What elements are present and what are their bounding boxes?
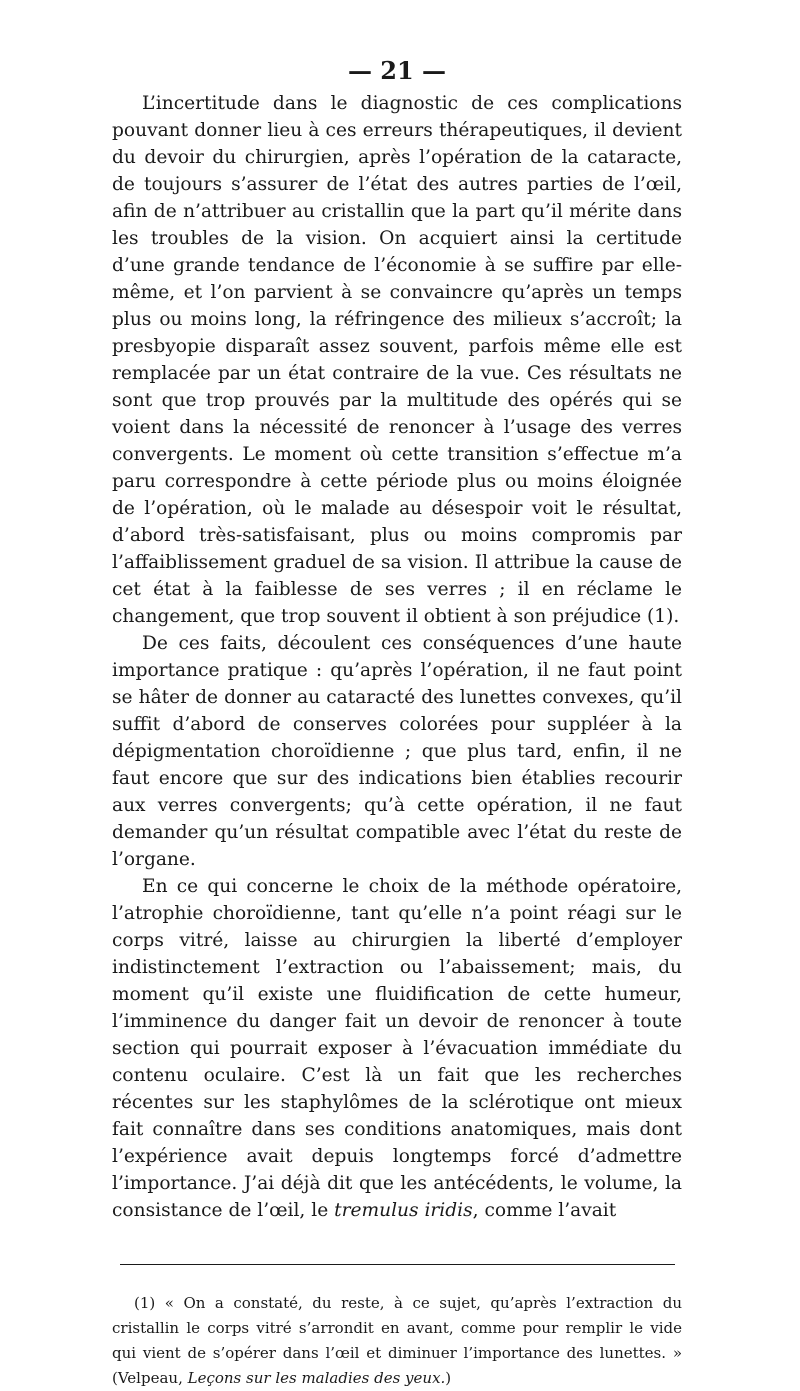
- footnote-divider: [120, 1264, 675, 1265]
- paragraph-3-text: En ce qui concerne le choix de la méthode opératoire, l’atrophie choroïdienne, tant qu’elle n’a point réagi sur le corps vitré, laisse au chirurgien la liberté d’employer indistinctement l’extraction ou l’abaissement; mais, du moment qu’il existe une fluidification de cette humeur, l’imminence du danger fait un devoir de renoncer à toute section qui pourrait exposer à l’évacuation immédiate du contenu oculaire. C’est là un fait que les recherches récentes sur les staphylômes de la sclérotique ont mieux fait connaître dans ses conditions anatomiques, mais dont l’expérience avait depuis longtemps forcé d’admettre l’importance. J’ai déjà dit que les antécédents, le volume, la consistance de l’œil, le: [112, 876, 682, 1221]
- latin-term: tremulus iridis: [334, 1200, 473, 1221]
- paragraph-1-text: L’incertitude dans le diagnostic de ces complications pouvant donner lieu à ces erreurs thérapeutiques, il devient du devoir du chirurgien, après l’opération de la cataracte, de toujours s’assurer de l’état des autres parties de l’œil, afin de n’attribuer au cristallin que la part qu’il mérite dans les troubles de la vision. On acquiert ainsi la certitude d’une grande tendance de l’économie à se suffire par elle-même, et l’on parvient à se convaincre qu’après un temps plus ou moins long, la réfringence des milieux s’accroît; la presbyopie disparaît assez souvent, parfois même elle est remplacée par un état contraire de la vue. Ces résultats ne sont que trop prouvés par la multitude des opérés qui se voient dans la nécessité de renoncer à l’usage des verres convergents. Le moment où cette transition s’effectue m’a paru correspondre à cette période plus ou moins éloignée de l’opération, où le malade au désespoir voit le résultat, d’abord très-satisfaisant, plus ou moins compromis par l’affaiblissement graduel de sa vision. Il attribue la cause de cet état à la faiblesse de ses verres ; il en réclame le changement, que trop souvent il obtient à son préjudice: [112, 93, 682, 627]
- body-text: [112, 90, 682, 1224]
- paragraph-2: [112, 630, 682, 873]
- footnote: [112, 1291, 682, 1391]
- footnote-marker: (1): [134, 1294, 156, 1312]
- paragraph-3-end: , comme l’avait: [472, 1200, 617, 1221]
- footnote-citation-title: Leçons sur les maladies des yeux.: [187, 1369, 446, 1387]
- paragraph-2-text: De ces faits, découlent ces conséquences d’une haute importance pratique : qu’après l’opération, il ne faut point se hâter de donner au cataracté des lunettes convexes, qu’il suffit d’abord de conserves colorées pour suppléer à la dépigmentation choroïdienne ; que plus tard, enfin, il ne faut encore que sur des indications bien établies recourir aux verres convergents; qu’à cette opération, il ne faut demander qu’un résultat compatible avec l’état du reste de l’organe.: [112, 633, 682, 870]
- footnote-reference[interactable]: (1): [647, 606, 674, 627]
- paragraph-1: [112, 90, 682, 630]
- paragraph-3: [112, 873, 682, 1224]
- book-page: [112, 56, 682, 1391]
- footnote-text: « On a constaté, du reste, à ce sujet, qu’après l’extraction du cristallin le corps vitré s’arrondit en avant, comme pour remplir le vide qui vient de s’opérer dans l’œil et diminuer l’importance des lunettes. » (Velpeau,: [112, 1294, 682, 1387]
- paragraph-1-end: .: [673, 606, 680, 627]
- footnote-end: ): [445, 1369, 452, 1387]
- page-number: — 21 —: [347, 56, 447, 85]
